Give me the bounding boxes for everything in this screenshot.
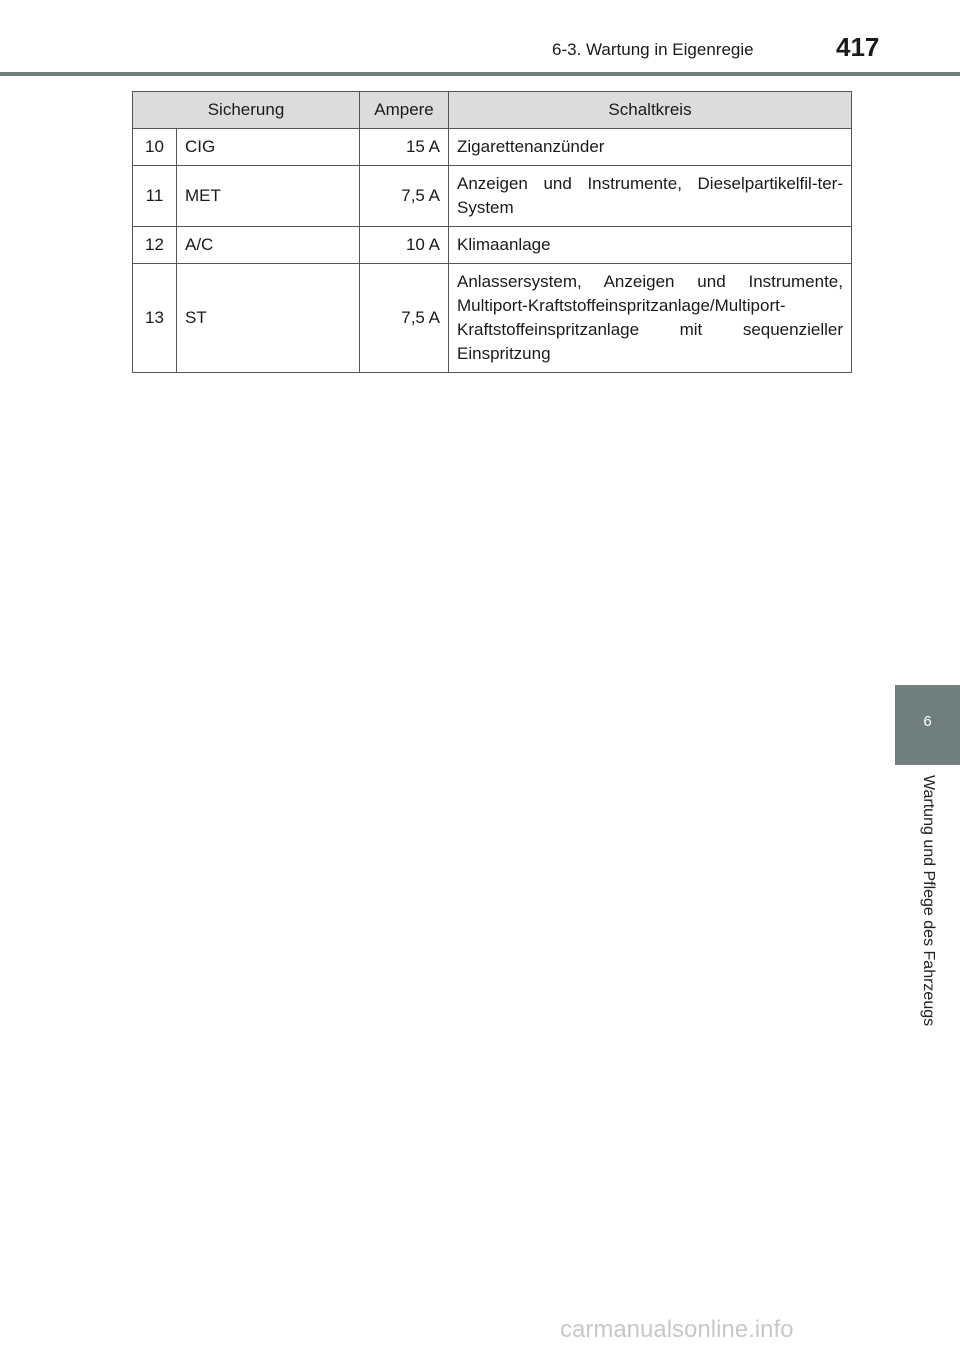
column-header-circuit: Schaltkreis bbox=[449, 92, 852, 129]
column-header-ampere: Ampere bbox=[360, 92, 449, 129]
chapter-tab[interactable] bbox=[895, 685, 960, 765]
fuse-circuit: Zigarettenanzünder bbox=[449, 129, 852, 166]
page-number: 417 bbox=[836, 32, 880, 62]
fuse-number: 11 bbox=[133, 166, 177, 227]
fuse-code: MET bbox=[177, 166, 360, 227]
fuse-ampere: 10 A bbox=[360, 227, 449, 264]
table-row bbox=[133, 129, 852, 166]
column-header-fuse: Sicherung bbox=[133, 92, 360, 129]
watermark: carmanualsonline.info bbox=[560, 1316, 794, 1343]
fuse-ampere: 7,5 A bbox=[360, 264, 449, 373]
fuse-table bbox=[132, 91, 852, 373]
fuse-circuit: Anzeigen und Instrumente, Dieselpartikelfil-ter-System bbox=[449, 166, 852, 227]
header-divider bbox=[0, 72, 960, 76]
chapter-title: Wartung und Pflege des Fahrzeugs bbox=[920, 775, 937, 1027]
fuse-circuit: Klimaanlage bbox=[449, 227, 852, 264]
table-row bbox=[133, 264, 852, 373]
fuse-number: 12 bbox=[133, 227, 177, 264]
fuse-ampere: 15 A bbox=[360, 129, 449, 166]
chapter-number: 6 bbox=[923, 713, 932, 730]
table-row bbox=[133, 166, 852, 227]
fuse-ampere: 7,5 A bbox=[360, 166, 449, 227]
fuse-number: 10 bbox=[133, 129, 177, 166]
fuse-number: 13 bbox=[133, 264, 177, 373]
section-title: 6-3. Wartung in Eigenregie bbox=[552, 40, 754, 59]
fuse-code: CIG bbox=[177, 129, 360, 166]
fuse-code: A/C bbox=[177, 227, 360, 264]
fuse-circuit: Anlassersystem, Anzeigen und Instrumente, Multiport-Kraftstoffeinspritzanlage/Multiport-Kraftstoffeinspritzanlage mit sequenzieller Einspritzung bbox=[449, 264, 852, 373]
table-row bbox=[133, 227, 852, 264]
table-header-row bbox=[133, 92, 852, 129]
fuse-code: ST bbox=[177, 264, 360, 373]
